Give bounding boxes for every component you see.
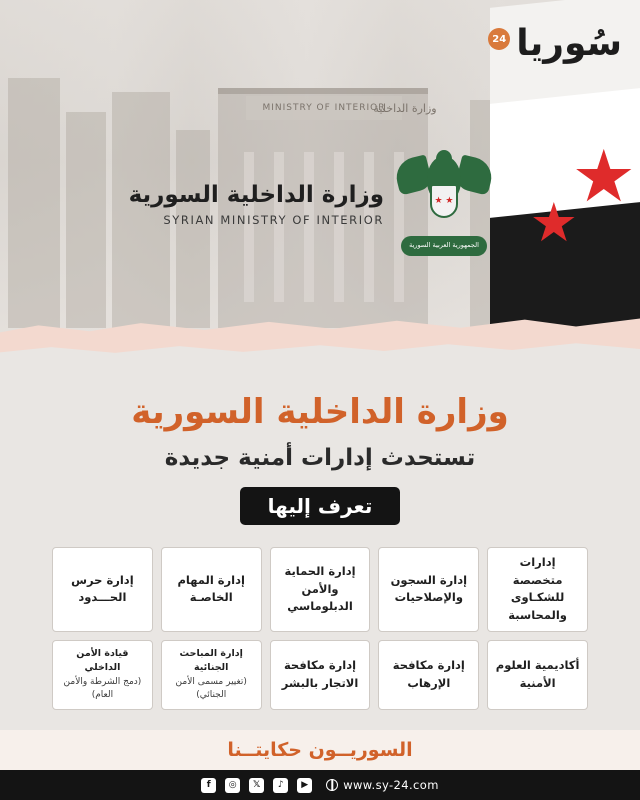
flag-star-icon: ★ [529,191,578,254]
emblem-scroll-text: الجمهورية العربية السورية [401,236,487,256]
department-card [270,547,371,632]
department-title: إدارة الحماية والأمن الدبلوماسي [284,563,356,614]
department-note: (دمج الشرطة والأمن العام) [63,676,142,701]
ministry-name-english: SYRIAN MINISTRY OF INTERIOR [163,213,384,228]
department-card [161,640,262,710]
emblem-stars: ★ ★ [434,195,454,206]
syrian-eagle-emblem-icon [398,150,490,258]
footer-bar [0,770,640,800]
department-title: إدارة المهام الخاصـة [177,572,245,605]
department-card [487,640,588,710]
department-card [487,547,588,632]
department-title: إدارة السجون والإصلاحيات [390,572,468,605]
ministry-lockup [129,150,490,258]
ministry-name-block [129,181,384,228]
department-title: إدارة مكافحة الاتجار بالبشر [281,657,359,690]
flag-star-icon: ★ [571,134,636,218]
instagram-icon[interactable]: ◎ [225,778,240,793]
page-subtitle: تستحدث إدارات أمنية جديدة [164,444,476,471]
department-card [378,640,479,710]
building-plaque-english: MINISTRY OF INTERIOR [246,96,402,120]
building-silhouette [66,112,106,328]
department-title: إدارات متخصصة للشكـاوى والمحاسبة [508,554,567,623]
department-card [270,640,371,710]
website-link[interactable] [326,778,439,792]
footer-slogan-area [0,730,640,770]
building-silhouette [8,78,60,328]
department-title: إدارة المباحث الجنائية [179,648,243,674]
tiktok-icon[interactable]: ♪ [273,778,288,793]
department-card [378,547,479,632]
department-card [52,640,153,710]
brand-logo-badge: 24 [488,28,510,50]
departments-grid [0,547,640,710]
brand-logo-text: سُوريا [516,23,622,64]
page-title: وزارة الداخلية السورية [131,392,509,432]
emblem-shield [430,184,458,218]
x-twitter-icon[interactable]: 𝕏 [249,778,264,793]
footer [0,730,640,800]
brand-logo [488,23,622,64]
department-note: (تغيير مسمى الأمن الجنائي) [175,676,247,701]
department-title: أكاديمية العلوم الأمنية [495,657,580,690]
hero-section [0,0,640,360]
department-title: قيادة الأمن الداخلي [76,648,129,674]
facebook-icon[interactable]: f [201,778,216,793]
department-title: إدارة مكافحة الإرهاب [392,657,465,690]
building-plaque-arabic: وزارة الداخلية [373,101,437,115]
social-links [201,778,312,793]
cta-button[interactable]: تعرف إليها [240,487,401,525]
main-content [0,360,640,730]
department-card [161,547,262,632]
footer-slogan: السوريــون حكايتــنا [227,739,413,761]
globe-icon [326,779,338,791]
ministry-name-arabic: وزارة الداخلية السورية [128,181,384,208]
youtube-icon[interactable]: ▶ [297,778,312,793]
department-card [52,547,153,632]
department-title: إدارة حرس الحـــدود [71,572,134,605]
website-url: www.sy-24.com [343,778,439,792]
